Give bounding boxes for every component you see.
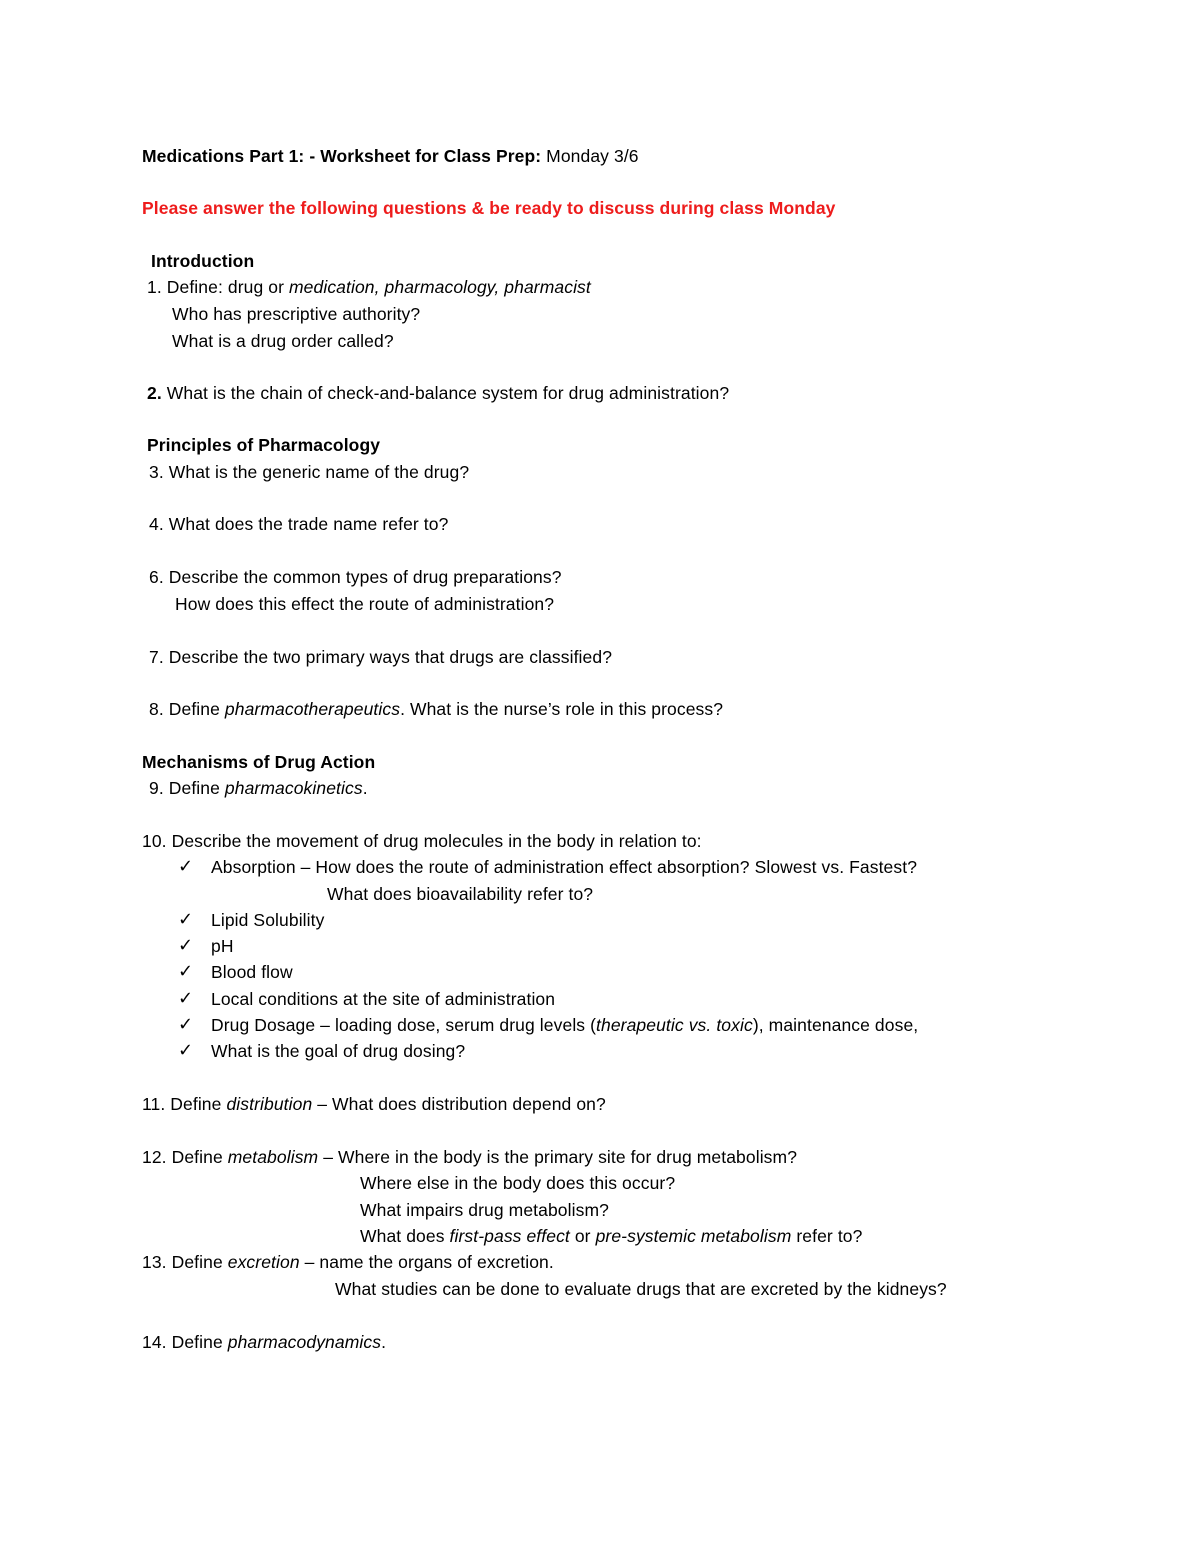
checkmark-icon: ✓ [178, 909, 194, 930]
question-1: 1. Define: drug or medication, pharmacology, pharmacist [147, 277, 591, 297]
question-4: 4. What does the trade name refer to? [149, 514, 449, 534]
question-12-sub-3: What does first-pass effect or pre-systemic metabolism refer to? [360, 1226, 863, 1246]
question-7: 7. Describe the two primary ways that drugs are classified? [149, 647, 613, 667]
checkmark-icon: ✓ [178, 1040, 194, 1061]
section-heading-introduction: Introduction [151, 251, 255, 271]
question-1-sub-1: Who has prescriptive authority? [172, 304, 421, 324]
question-13: 13. Define excretion – name the organs of excretion. [142, 1252, 554, 1272]
question-10: 10. Describe the movement of drug molecules in the body in relation to: [142, 831, 702, 851]
checkmark-icon: ✓ [178, 1014, 194, 1035]
bullet-lipid-solubility: Lipid Solubility [211, 910, 325, 930]
bullet-dosing-goal: What is the goal of drug dosing? [211, 1041, 466, 1061]
title-date: Monday 3/6 [541, 146, 639, 166]
section-heading-mechanisms: Mechanisms of Drug Action [142, 752, 376, 772]
question-2: 2. What is the chain of check-and-balance system for drug administration? [147, 383, 730, 403]
bullet-drug-dosage: Drug Dosage – loading dose, serum drug levels (therapeutic vs. toxic), maintenance dose, [211, 1015, 919, 1035]
bullet-absorption: Absorption – How does the route of administration effect absorption? Slowest vs. Fastest? [211, 857, 918, 877]
checkmark-icon: ✓ [178, 988, 194, 1009]
section-heading-principles: Principles of Pharmacology [147, 435, 381, 455]
question-6-sub: How does this effect the route of administration? [175, 594, 555, 614]
title-bold: Medications Part 1: - Worksheet for Class Prep: [142, 146, 542, 166]
question-3: 3. What is the generic name of the drug? [149, 462, 470, 482]
checkmark-icon: ✓ [178, 856, 194, 877]
page-title [142, 144, 639, 168]
question-9: 9. Define pharmacokinetics. [149, 778, 368, 798]
bullet-ph: pH [211, 936, 234, 956]
bullet-local-conditions: Local conditions at the site of administration [211, 989, 556, 1009]
question-11: 11. Define distribution – What does distribution depend on? [142, 1094, 606, 1114]
bullet-blood-flow: Blood flow [211, 962, 293, 982]
question-12-sub-1: Where else in the body does this occur? [360, 1173, 676, 1193]
question-8: 8. Define pharmacotherapeutics. What is the nurse’s role in this process? [149, 699, 724, 719]
question-12: 12. Define metabolism – Where in the body is the primary site for drug metabolism? [142, 1147, 798, 1167]
checkmark-icon: ✓ [178, 935, 194, 956]
question-13-sub: What studies can be done to evaluate drugs that are excreted by the kidneys? [335, 1279, 947, 1299]
instruction-text: Please answer the following questions & be ready to discuss during class Monday [142, 198, 836, 218]
question-14: 14. Define pharmacodynamics. [142, 1332, 387, 1352]
question-6: 6. Describe the common types of drug preparations? [149, 567, 562, 587]
bullet-absorption-sub: What does bioavailability refer to? [327, 884, 594, 904]
question-1-sub-2: What is a drug order called? [172, 331, 394, 351]
checkmark-icon: ✓ [178, 961, 194, 982]
question-12-sub-2: What impairs drug metabolism? [360, 1200, 609, 1220]
